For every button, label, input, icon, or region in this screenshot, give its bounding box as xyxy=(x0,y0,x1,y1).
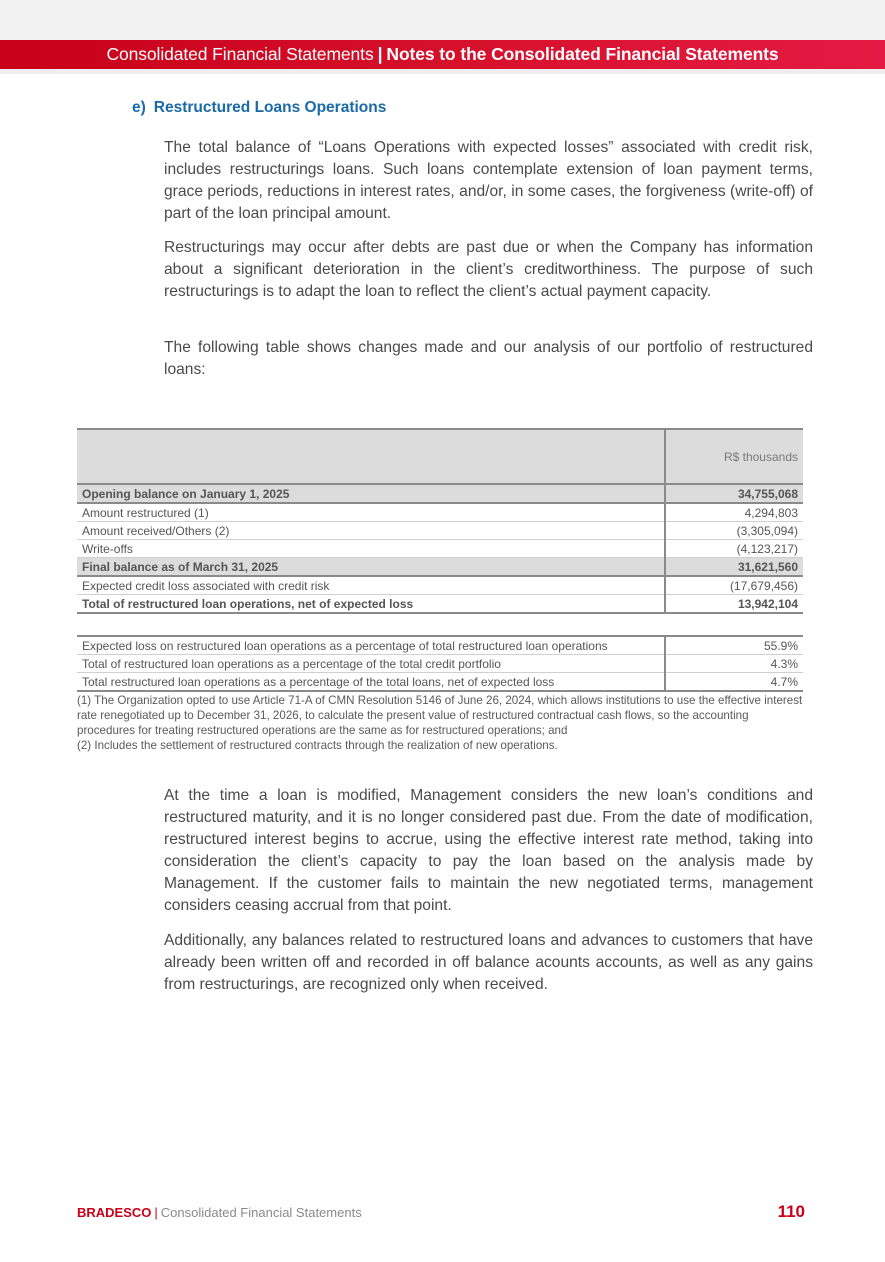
table-row xyxy=(77,558,803,577)
restructured-ratios-table xyxy=(77,635,803,692)
section-title: Restructured Loans Operations xyxy=(153,99,387,116)
table-row xyxy=(77,655,803,673)
footer-separator: | xyxy=(154,1205,158,1220)
paragraph-2: Restructurings may occur after debts are past due or when the Company has information about a significant deterioration in the client’s creditworthiness. The purpose of such restructurings is to adapt the loan to reflect the client’s actual payment capacity. xyxy=(164,239,813,300)
row-label: Amount restructured (1) xyxy=(77,503,665,522)
row-value: 4.7% xyxy=(665,673,803,692)
paragraph-1: The total balance of “Loans Operations with expected losses” associated with credit risk, includes restructurings loans. Such loans contemplate extension of loan payment terms, grace periods, reductions in interest rates, and/or, in some cases, the forgiveness (write-off) of part of the loan principal amount. xyxy=(164,139,813,222)
table-row xyxy=(77,503,803,522)
table-header-row xyxy=(77,429,803,484)
table-row xyxy=(77,576,803,595)
table-row xyxy=(77,522,803,540)
header-separator: | xyxy=(377,44,383,64)
footer-brand: BRADESCO xyxy=(77,1205,152,1220)
table-row xyxy=(77,673,803,692)
table-footnotes xyxy=(77,693,807,753)
restructured-loans-table xyxy=(77,428,803,614)
footnote-1: (1) The Organization opted to use Article 71-A of CMN Resolution 5146 of June 26, 2024, which allows institutions to use the effective interest rate renegotiated up to December 31, 2026, to calculate the present value of restructured contractual cash flows, so the accounting procedures for treating restructured operations are the same as for restructured operations; and xyxy=(77,694,803,737)
row-value: 55.9% xyxy=(665,636,803,655)
section-letter: e) xyxy=(132,99,146,116)
paragraph-3: The following table shows changes made and our analysis of our portfolio of restructured loans: xyxy=(164,339,813,378)
page-number: 110 xyxy=(777,1202,805,1221)
row-label: Final balance as of March 31, 2025 xyxy=(77,558,665,577)
footnote-2: (2) Includes the settlement of restructured contracts through the realization of new operations. xyxy=(77,739,558,752)
row-value: 13,942,104 xyxy=(665,595,803,614)
row-label: Total of restructured loan operations, net of expected loss xyxy=(77,595,665,614)
table-row xyxy=(77,540,803,558)
table-row xyxy=(77,636,803,655)
row-value: 31,621,560 xyxy=(665,558,803,577)
row-label: Amount received/Others (2) xyxy=(77,522,665,540)
row-label: Expected loss on restructured loan operations as a percentage of total restructured loan operations xyxy=(77,636,665,655)
row-label: Total restructured loan operations as a percentage of the total loans, net of expected loss xyxy=(77,673,665,692)
row-value: 34,755,068 xyxy=(665,484,803,503)
page-top-margin xyxy=(0,0,885,40)
section-heading xyxy=(132,99,386,117)
unit-header: R$ thousands xyxy=(665,429,803,484)
header-section: Consolidated Financial Statements xyxy=(106,44,374,64)
footer xyxy=(77,1205,362,1220)
row-label: Expected credit loss associated with credit risk xyxy=(77,576,665,595)
header-banner xyxy=(0,40,885,69)
header-label-cell xyxy=(77,429,665,484)
table-row xyxy=(77,484,803,503)
row-value: (17,679,456) xyxy=(665,576,803,595)
row-value: 4,294,803 xyxy=(665,503,803,522)
row-value: (4,123,217) xyxy=(665,540,803,558)
header-shadow xyxy=(0,69,885,74)
row-value: (3,305,094) xyxy=(665,522,803,540)
paragraph-4: At the time a loan is modified, Management considers the new loan’s conditions and restructured maturity, and it is no longer considered past due. From the date of modification, restructured interest begins to accrue, using the effective interest rate method, taking into consideration the client’s capacity to pay the loan based on the analysis made by Management. If the customer fails to maintain the new negotiated terms, management considers ceasing accrual from that point. xyxy=(164,787,813,914)
row-label: Opening balance on January 1, 2025 xyxy=(77,484,665,503)
footer-document: Consolidated Financial Statements xyxy=(160,1205,362,1220)
row-value: 4.3% xyxy=(665,655,803,673)
table-row xyxy=(77,595,803,614)
paragraph-5: Additionally, any balances related to restructured loans and advances to customers that have already been written off and recorded in off balance acounts accounts, as well as any gains from restructurings, are recognized only when received. xyxy=(164,932,813,993)
row-label: Write-offs xyxy=(77,540,665,558)
header-subsection: Notes to the Consolidated Financial Statements xyxy=(386,44,779,64)
row-label: Total of restructured loan operations as a percentage of the total credit portfolio xyxy=(77,655,665,673)
